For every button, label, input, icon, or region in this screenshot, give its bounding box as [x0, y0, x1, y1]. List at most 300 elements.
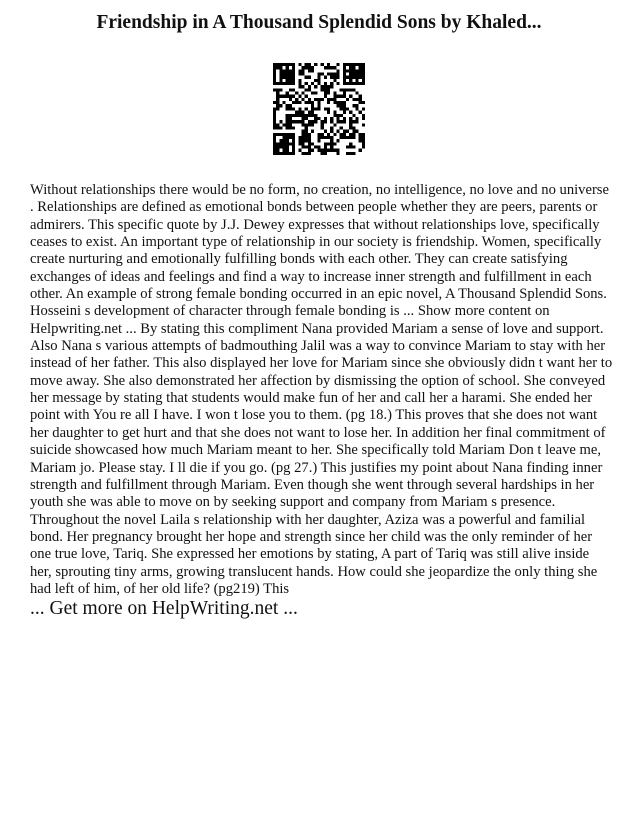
qr-module — [321, 136, 324, 139]
qr-module — [283, 136, 286, 139]
qr-module — [346, 107, 349, 110]
qr-module — [352, 114, 355, 117]
qr-module — [330, 145, 333, 148]
qr-module — [314, 120, 317, 123]
qr-module — [289, 73, 292, 76]
qr-module — [330, 126, 333, 129]
qr-module — [305, 82, 308, 85]
qr-module — [362, 133, 365, 136]
qr-module — [321, 63, 324, 66]
qr-module — [321, 98, 324, 101]
qr-module — [279, 152, 282, 155]
qr-module — [283, 142, 286, 145]
qr-module — [340, 120, 343, 123]
qr-module — [359, 101, 362, 104]
qr-module — [336, 76, 339, 79]
qr-module — [333, 101, 336, 104]
qr-module — [340, 133, 343, 136]
qr-module — [359, 82, 362, 85]
qr-module — [327, 85, 330, 88]
document-body — [30, 182, 614, 598]
qr-module — [292, 101, 295, 104]
qr-module — [276, 107, 279, 110]
get-more-link[interactable]: ... Get more on HelpWriting.net ... — [30, 598, 298, 619]
qr-module — [317, 101, 320, 104]
qr-module — [333, 95, 336, 98]
qr-module — [276, 149, 279, 152]
qr-module — [324, 107, 327, 110]
qr-module — [317, 117, 320, 120]
qr-module — [292, 136, 295, 139]
qr-module — [302, 139, 305, 142]
qr-module — [352, 133, 355, 136]
qr-module — [279, 145, 282, 148]
qr-module — [292, 73, 295, 76]
qr-module — [286, 73, 289, 76]
qr-module — [333, 76, 336, 79]
qr-module — [349, 79, 352, 82]
qr-module — [289, 88, 292, 91]
qr-module — [286, 145, 289, 148]
qr-module — [333, 123, 336, 126]
qr-module — [336, 101, 339, 104]
qr-module — [352, 104, 355, 107]
qr-module — [359, 111, 362, 114]
qr-module — [340, 88, 343, 91]
paragraph: Throughout the novel Laila s relationship with her daughter, Aziza was a powerful and familial bond. Her pregnancy brought her hope and strength since her child was the only reminder of her one true love, Tariq. She expressed her emotions by stating, A part of Tariq was still alive inside her, sprouting tiny arms, growing translucent hands. How could she jeopardize the only thing she had left of him, of her old life? (pg219) This — [30, 511, 598, 597]
qr-module — [292, 152, 295, 155]
qr-module — [292, 82, 295, 85]
qr-module — [292, 63, 295, 66]
qr-module — [324, 117, 327, 120]
qr-module — [279, 76, 282, 79]
qr-module — [308, 139, 311, 142]
qr-module — [273, 139, 276, 142]
qr-module — [302, 133, 305, 136]
qr-module — [362, 69, 365, 72]
qr-module — [305, 130, 308, 133]
qr-module — [324, 120, 327, 123]
qr-module — [321, 126, 324, 129]
qr-module — [289, 120, 292, 123]
qr-module — [305, 88, 308, 91]
qr-module — [298, 136, 301, 139]
qr-module — [298, 139, 301, 142]
qr-module — [286, 63, 289, 66]
qr-module — [273, 63, 276, 66]
qr-module — [333, 79, 336, 82]
qr-module — [359, 98, 362, 101]
qr-module — [362, 136, 365, 139]
qr-module — [302, 152, 305, 155]
qr-module — [324, 136, 327, 139]
qr-module — [308, 85, 311, 88]
qr-module — [305, 123, 308, 126]
qr-module — [289, 136, 292, 139]
qr-module — [308, 133, 311, 136]
qr-module — [302, 66, 305, 69]
qr-module — [346, 98, 349, 101]
qr-module — [286, 149, 289, 152]
qr-module — [273, 117, 276, 120]
qr-module — [273, 114, 276, 117]
qr-module — [343, 76, 346, 79]
qr-module — [349, 73, 352, 76]
qr-module — [324, 82, 327, 85]
qr-module — [308, 120, 311, 123]
qr-module — [340, 104, 343, 107]
qr-module — [289, 114, 292, 117]
qr-module — [279, 120, 282, 123]
qr-module — [327, 142, 330, 145]
qr-module — [355, 117, 358, 120]
qr-module — [305, 117, 308, 120]
qr-module — [276, 82, 279, 85]
qr-module — [343, 95, 346, 98]
qr-module — [289, 133, 292, 136]
qr-module — [305, 101, 308, 104]
qr-module — [289, 152, 292, 155]
qr-module — [311, 107, 314, 110]
qr-module — [314, 79, 317, 82]
qr-module — [305, 107, 308, 110]
qr-module — [286, 82, 289, 85]
qr-module — [279, 139, 282, 142]
qr-module — [289, 98, 292, 101]
qr-module — [289, 76, 292, 79]
qr-module — [292, 95, 295, 98]
qr-module — [336, 139, 339, 142]
qr-module — [349, 76, 352, 79]
qr-module — [305, 114, 308, 117]
qr-module — [330, 73, 333, 76]
qr-module — [311, 92, 314, 95]
qr-code-icon — [273, 63, 365, 155]
qr-module — [279, 104, 282, 107]
qr-module — [314, 92, 317, 95]
qr-module — [314, 107, 317, 110]
qr-module — [321, 123, 324, 126]
qr-module — [327, 73, 330, 76]
qr-module — [359, 136, 362, 139]
qr-module — [336, 73, 339, 76]
qr-module — [276, 145, 279, 148]
qr-module — [317, 136, 320, 139]
qr-module — [298, 149, 301, 152]
qr-module — [283, 73, 286, 76]
qr-module — [273, 120, 276, 123]
qr-module — [327, 66, 330, 69]
qr-module — [343, 101, 346, 104]
qr-module — [308, 66, 311, 69]
qr-module — [286, 117, 289, 120]
qr-module — [359, 95, 362, 98]
qr-module — [292, 107, 295, 110]
qr-module — [336, 130, 339, 133]
qr-module — [336, 104, 339, 107]
qr-module — [311, 101, 314, 104]
qr-module — [314, 145, 317, 148]
qr-module — [305, 95, 308, 98]
qr-module — [355, 76, 358, 79]
qr-module — [359, 66, 362, 69]
qr-module — [343, 111, 346, 114]
qr-module — [311, 120, 314, 123]
qr-module — [343, 120, 346, 123]
qr-module — [298, 63, 301, 66]
qr-module — [283, 82, 286, 85]
qr-module — [336, 95, 339, 98]
qr-module — [327, 149, 330, 152]
qr-module — [336, 120, 339, 123]
qr-module — [279, 142, 282, 145]
qr-module — [289, 117, 292, 120]
qr-module — [317, 73, 320, 76]
qr-module — [330, 82, 333, 85]
qr-module — [308, 101, 311, 104]
qr-module — [279, 133, 282, 136]
qr-module — [311, 69, 314, 72]
qr-module — [317, 107, 320, 110]
qr-module — [327, 92, 330, 95]
qr-module — [311, 142, 314, 145]
qr-module — [349, 123, 352, 126]
qr-module — [273, 69, 276, 72]
qr-module — [283, 63, 286, 66]
qr-module — [355, 107, 358, 110]
qr-module — [302, 98, 305, 101]
qr-module — [343, 88, 346, 91]
qr-module — [276, 101, 279, 104]
qr-module — [311, 111, 314, 114]
qr-module — [292, 79, 295, 82]
qr-module — [327, 136, 330, 139]
qr-module — [302, 117, 305, 120]
qr-module — [308, 149, 311, 152]
qr-module — [352, 120, 355, 123]
qr-module — [276, 88, 279, 91]
qr-module — [359, 69, 362, 72]
qr-module — [292, 142, 295, 145]
qr-module — [349, 66, 352, 69]
qr-module — [343, 130, 346, 133]
qr-module — [295, 111, 298, 114]
qr-module — [305, 126, 308, 129]
qr-module — [286, 133, 289, 136]
qr-module — [352, 130, 355, 133]
qr-module — [273, 123, 276, 126]
qr-module — [333, 98, 336, 101]
qr-module — [336, 117, 339, 120]
qr-module — [317, 149, 320, 152]
qr-module — [279, 126, 282, 129]
qr-module — [286, 114, 289, 117]
qr-module — [359, 73, 362, 76]
qr-module — [286, 136, 289, 139]
qr-module — [352, 145, 355, 148]
qr-module — [276, 133, 279, 136]
qr-module — [302, 73, 305, 76]
qr-module — [276, 126, 279, 129]
qr-module — [289, 104, 292, 107]
qr-module — [298, 79, 301, 82]
qr-module — [343, 104, 346, 107]
qr-module — [273, 101, 276, 104]
qr-module — [273, 76, 276, 79]
qr-module — [298, 82, 301, 85]
qr-module — [349, 88, 352, 91]
qr-module — [273, 107, 276, 110]
qr-module — [273, 145, 276, 148]
qr-module — [279, 66, 282, 69]
qr-module — [343, 63, 346, 66]
qr-module — [362, 82, 365, 85]
qr-module — [327, 98, 330, 101]
qr-module — [330, 85, 333, 88]
qr-module — [362, 101, 365, 104]
qr-module — [317, 76, 320, 79]
qr-module — [308, 136, 311, 139]
qr-module — [355, 130, 358, 133]
qr-module — [289, 69, 292, 72]
qr-module — [352, 88, 355, 91]
qr-module — [276, 104, 279, 107]
qr-module — [352, 82, 355, 85]
qr-module — [355, 98, 358, 101]
qr-module — [321, 85, 324, 88]
qr-module — [286, 104, 289, 107]
qr-module — [340, 126, 343, 129]
qr-module — [336, 149, 339, 152]
qr-module — [314, 85, 317, 88]
qr-module — [346, 69, 349, 72]
qr-module — [289, 107, 292, 110]
qr-module — [330, 98, 333, 101]
qr-module — [324, 76, 327, 79]
qr-module — [286, 142, 289, 145]
qr-module — [289, 123, 292, 126]
qr-module — [362, 123, 365, 126]
qr-module — [359, 133, 362, 136]
qr-module — [362, 117, 365, 120]
qr-module — [355, 82, 358, 85]
qr-module — [359, 149, 362, 152]
qr-module — [295, 114, 298, 117]
qr-module — [283, 69, 286, 72]
qr-module — [346, 130, 349, 133]
qr-module — [273, 73, 276, 76]
qr-module — [346, 76, 349, 79]
qr-module — [330, 139, 333, 142]
qr-module — [298, 142, 301, 145]
qr-module — [321, 149, 324, 152]
qr-module — [311, 104, 314, 107]
qr-module — [273, 136, 276, 139]
qr-module — [292, 139, 295, 142]
qr-module — [324, 142, 327, 145]
qr-module — [349, 95, 352, 98]
qr-module — [279, 82, 282, 85]
qr-module — [311, 66, 314, 69]
qr-module — [283, 76, 286, 79]
qr-module — [276, 142, 279, 145]
qr-module — [302, 145, 305, 148]
qr-module — [355, 73, 358, 76]
qr-module — [289, 142, 292, 145]
qr-module — [286, 139, 289, 142]
qr-module — [305, 152, 308, 155]
qr-module — [324, 145, 327, 148]
qr-module — [336, 82, 339, 85]
qr-module — [289, 79, 292, 82]
qr-module — [295, 120, 298, 123]
qr-module — [305, 139, 308, 142]
qr-module — [355, 69, 358, 72]
qr-module — [317, 82, 320, 85]
qr-module — [302, 114, 305, 117]
qr-module — [311, 82, 314, 85]
qr-module — [333, 92, 336, 95]
qr-module — [349, 126, 352, 129]
qr-module — [292, 114, 295, 117]
qr-module — [352, 126, 355, 129]
qr-module — [349, 63, 352, 66]
qr-module — [286, 107, 289, 110]
qr-module — [352, 76, 355, 79]
qr-module — [295, 92, 298, 95]
qr-module — [292, 88, 295, 91]
qr-module — [362, 66, 365, 69]
qr-module — [343, 133, 346, 136]
qr-module — [352, 66, 355, 69]
qr-module — [308, 63, 311, 66]
qr-module — [279, 63, 282, 66]
qr-module — [292, 76, 295, 79]
qr-module — [283, 101, 286, 104]
qr-module — [308, 145, 311, 148]
qr-module — [340, 95, 343, 98]
qr-module — [308, 142, 311, 145]
qr-module — [324, 92, 327, 95]
qr-module — [343, 117, 346, 120]
qr-module — [317, 133, 320, 136]
qr-module — [352, 152, 355, 155]
qr-module — [321, 73, 324, 76]
qr-module — [327, 111, 330, 114]
qr-module — [279, 79, 282, 82]
qr-module — [273, 133, 276, 136]
qr-module — [273, 82, 276, 85]
qr-module — [327, 88, 330, 91]
qr-module — [308, 76, 311, 79]
qr-module — [343, 92, 346, 95]
qr-module — [273, 66, 276, 69]
qr-module — [333, 73, 336, 76]
qr-module — [305, 76, 308, 79]
qr-module — [327, 133, 330, 136]
qr-module — [336, 114, 339, 117]
qr-module — [276, 95, 279, 98]
qr-module — [330, 136, 333, 139]
qr-module — [324, 149, 327, 152]
qr-module — [308, 114, 311, 117]
qr-module — [321, 88, 324, 91]
qr-module — [286, 69, 289, 72]
qr-module — [346, 145, 349, 148]
qr-module — [327, 107, 330, 110]
qr-module — [330, 66, 333, 69]
qr-module — [302, 111, 305, 114]
